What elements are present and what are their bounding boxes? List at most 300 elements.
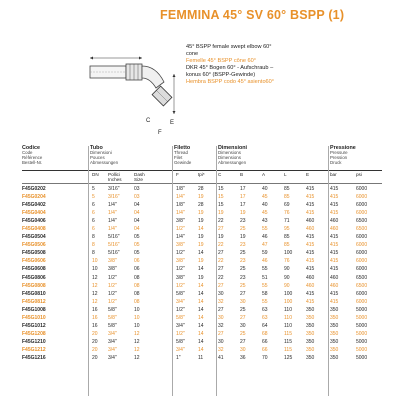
- tpi-cell: 14: [198, 338, 204, 345]
- product-description: [186, 44, 386, 86]
- psi-cell: 5000: [356, 354, 368, 361]
- bar-cell: 415: [330, 194, 339, 201]
- c-cell: 22: [218, 242, 224, 249]
- code-cell: F45G1008: [22, 306, 46, 313]
- code-cell: F45G0504: [22, 234, 46, 241]
- dash-cell: 08: [134, 274, 140, 281]
- e-cell: 415: [306, 242, 315, 249]
- table-row: [22, 274, 382, 282]
- bar-cell: 460: [330, 282, 339, 289]
- b-cell: 25: [240, 306, 246, 313]
- psi-cell: 6000: [356, 242, 368, 249]
- c-cell: 27: [218, 282, 224, 289]
- bar-cell: 460: [330, 274, 339, 281]
- inch-cell: 3/8": [108, 258, 117, 265]
- inch-cell: 5/8": [108, 322, 117, 329]
- bar-cell: 415: [330, 210, 339, 217]
- subheader-pollici: Pollici: [108, 172, 120, 177]
- tpi-cell: 19: [198, 218, 204, 225]
- code-cell: F45G0402: [22, 202, 46, 209]
- dash-cell: 12: [134, 354, 140, 361]
- c-cell: 19: [218, 210, 224, 217]
- c-cell: 27: [218, 306, 224, 313]
- dash-cell: 12: [134, 330, 140, 337]
- tpi-cell: 28: [198, 186, 204, 192]
- dn-cell: 6: [92, 226, 95, 233]
- l-cell: 110: [284, 306, 292, 313]
- psi-cell: 5000: [356, 322, 368, 329]
- b-cell: 25: [240, 330, 246, 337]
- bar-cell: 415: [330, 186, 339, 192]
- table-row: [22, 330, 382, 338]
- table-row: [22, 249, 382, 257]
- thread-cell: 3/4": [176, 298, 185, 305]
- psi-cell: 5000: [356, 346, 368, 353]
- header-filetto: Filetto Thread Filet Gewinde: [174, 145, 192, 165]
- dn-cell: 5: [92, 186, 95, 192]
- a-cell: 55: [262, 298, 268, 305]
- e-cell: 460: [306, 274, 315, 281]
- psi-cell: 6000: [356, 298, 368, 305]
- c-cell: 15: [218, 202, 224, 209]
- c-cell: 15: [218, 194, 224, 201]
- thread-cell: 1/4": [176, 194, 185, 201]
- page-title: FEMMINA 45° SV 60° BSPP (1): [160, 8, 345, 22]
- b-cell: 17: [240, 186, 246, 192]
- subheader-bar: bar: [330, 172, 337, 177]
- e-cell: 415: [306, 210, 315, 217]
- tpi-cell: 14: [198, 282, 204, 289]
- code-cell: F45G0808: [22, 282, 46, 289]
- tpi-cell: 19: [198, 258, 204, 265]
- inch-cell: 3/4": [108, 330, 117, 337]
- l-cell: 85: [284, 234, 290, 241]
- tpi-cell: 14: [198, 226, 204, 233]
- e-cell: 415: [306, 290, 315, 297]
- c-cell: 22: [218, 218, 224, 225]
- table-row: [22, 322, 382, 330]
- thread-cell: 1/2": [176, 306, 185, 313]
- bar-cell: 415: [330, 298, 339, 305]
- table-row: [22, 217, 382, 225]
- bar-cell: 415: [330, 290, 339, 297]
- b-cell: 27: [240, 290, 246, 297]
- dash-cell: 05: [134, 234, 140, 241]
- e-cell: 460: [306, 226, 315, 233]
- code-cell: F45G1216: [22, 354, 46, 361]
- bar-cell: 350: [330, 322, 339, 329]
- l-cell: 69: [284, 202, 290, 209]
- b-cell: 30: [240, 322, 246, 329]
- b-cell: 23: [240, 274, 246, 281]
- dn-cell: 6: [92, 218, 95, 225]
- table-row: [22, 282, 382, 290]
- dn-cell: 8: [92, 242, 95, 249]
- a-cell: 55: [262, 266, 268, 273]
- dash-cell: 03: [134, 186, 140, 192]
- e-cell: 460: [306, 282, 315, 289]
- b-cell: 17: [240, 194, 246, 201]
- inch-cell: 1/4": [108, 226, 117, 233]
- inch-cell: 5/8": [108, 314, 117, 321]
- b-cell: 30: [240, 346, 246, 353]
- thread-cell: 5/8": [176, 290, 185, 297]
- dn-cell: 20: [92, 346, 98, 353]
- table-row: [22, 209, 382, 217]
- header-codice: Codice Code Référence Bestell-Nr.: [22, 145, 43, 165]
- b-cell: 25: [240, 226, 246, 233]
- bar-cell: 350: [330, 354, 339, 361]
- code-cell: F45G0408: [22, 226, 46, 233]
- table-row: [22, 290, 382, 298]
- thread-cell: 5/8": [176, 314, 185, 321]
- e-cell: 415: [306, 258, 315, 265]
- b-cell: 23: [240, 218, 246, 225]
- code-cell: F45G0506: [22, 242, 46, 249]
- tpi-cell: 19: [198, 234, 204, 241]
- tpi-cell: 11: [198, 354, 204, 361]
- dash-cell: 12: [134, 346, 140, 353]
- b-cell: 30: [240, 298, 246, 305]
- e-cell: 415: [306, 194, 315, 201]
- e-cell: 460: [306, 218, 315, 225]
- dn-cell: 12: [92, 290, 98, 297]
- thread-cell: 1/4": [176, 210, 185, 217]
- thread-cell: 5/8": [176, 338, 185, 345]
- dn-cell: 6: [92, 202, 95, 209]
- tpi-cell: 19: [198, 242, 204, 249]
- code-cell: F45G0812: [22, 298, 46, 305]
- subheader-dash: Dash: [134, 172, 145, 177]
- code-cell: F45G1208: [22, 330, 46, 337]
- dash-cell: 08: [134, 290, 140, 297]
- code-cell: F45G0810: [22, 290, 46, 297]
- inch-cell: 1/2": [108, 274, 117, 281]
- dn-cell: 8: [92, 250, 95, 257]
- c-cell: 27: [218, 330, 224, 337]
- code-cell: F45G0406: [22, 218, 46, 225]
- l-cell: 95: [284, 226, 290, 233]
- l-cell: 90: [284, 274, 290, 281]
- c-cell: 15: [218, 186, 224, 192]
- table-row: [22, 265, 382, 273]
- c-cell: 30: [218, 314, 224, 321]
- l-cell: 90: [284, 282, 290, 289]
- a-cell: 55: [262, 226, 268, 233]
- c-cell: 41: [218, 354, 224, 361]
- a-cell: 68: [262, 330, 268, 337]
- dn-cell: 16: [92, 306, 98, 313]
- c-cell: 19: [218, 234, 224, 241]
- bar-cell: 415: [330, 242, 339, 249]
- dash-cell: 10: [134, 306, 140, 313]
- bar-cell: 415: [330, 234, 339, 241]
- drawing-label-f: F: [158, 130, 162, 136]
- dash-cell: 06: [134, 266, 140, 273]
- e-cell: 415: [306, 234, 315, 241]
- psi-cell: 5000: [356, 338, 368, 345]
- psi-cell: 6000: [356, 250, 368, 257]
- tpi-cell: 14: [198, 250, 204, 257]
- tpi-cell: 14: [198, 290, 204, 297]
- table-row: [22, 298, 382, 306]
- subheader-f: F: [176, 172, 179, 177]
- table-row: [22, 233, 382, 241]
- code-cell: F45G0202: [22, 186, 46, 192]
- bar-cell: 415: [330, 202, 339, 209]
- thread-cell: 3/8": [176, 218, 185, 225]
- code-cell: F45G0508: [22, 250, 46, 257]
- psi-cell: 6000: [356, 210, 368, 217]
- code-cell: F45G0606: [22, 258, 46, 265]
- subheader-b: B: [240, 172, 244, 177]
- e-cell: 415: [306, 266, 315, 273]
- header-pressione: Pressione Pressure Pression Druck: [330, 145, 356, 165]
- bar-cell: 415: [330, 266, 339, 273]
- bar-cell: 350: [330, 346, 339, 353]
- subheader-tpi: tpi*: [198, 172, 205, 177]
- inch-cell: 5/16": [108, 242, 120, 249]
- e-cell: 350: [306, 346, 315, 353]
- b-cell: 19: [240, 234, 246, 241]
- l-cell: 115: [284, 346, 292, 353]
- a-cell: 63: [262, 306, 268, 313]
- dash-cell: 04: [134, 218, 140, 225]
- a-cell: 66: [262, 346, 268, 353]
- table-row: [22, 346, 382, 354]
- dash-cell: 05: [134, 250, 140, 257]
- c-cell: 32: [218, 298, 224, 305]
- bar-cell: 350: [330, 338, 339, 345]
- bar-cell: 350: [330, 314, 339, 321]
- c-cell: 32: [218, 346, 224, 353]
- bar-cell: 350: [330, 306, 339, 313]
- b-cell: 25: [240, 282, 246, 289]
- e-cell: 350: [306, 330, 315, 337]
- c-cell: 27: [218, 266, 224, 273]
- l-cell: 90: [284, 266, 290, 273]
- b-cell: 23: [240, 242, 246, 249]
- thread-cell: 1/8": [176, 202, 185, 209]
- e-cell: 350: [306, 306, 315, 313]
- dn-cell: 12: [92, 282, 98, 289]
- l-cell: 85: [284, 194, 290, 201]
- b-cell: 19: [240, 210, 246, 217]
- thread-cell: 3/8": [176, 258, 185, 265]
- drawing-label-c: C: [146, 118, 151, 124]
- desc-german-2: konus 60° (BSPP-Gewinde): [186, 72, 256, 78]
- a-cell: 58: [262, 290, 268, 297]
- psi-cell: 6000: [356, 290, 368, 297]
- inch-cell: 1/4": [108, 202, 117, 209]
- tpi-cell: 14: [198, 346, 204, 353]
- thread-cell: 1/2": [176, 226, 185, 233]
- a-cell: 45: [262, 194, 268, 201]
- dash-cell: 08: [134, 298, 140, 305]
- subheader-dn: DN: [92, 172, 99, 177]
- psi-cell: 6000: [356, 194, 368, 201]
- desc-french: Femelle 45° BSPP cône 60°: [186, 58, 256, 64]
- table-row: [22, 257, 382, 265]
- table-row: [22, 314, 382, 322]
- dn-cell: 12: [92, 274, 98, 281]
- dash-cell: 10: [134, 314, 140, 321]
- a-cell: 66: [262, 338, 268, 345]
- e-cell: 415: [306, 250, 315, 257]
- code-cell: F45G1210: [22, 338, 46, 345]
- inch-cell: 3/16": [108, 186, 120, 192]
- b-cell: 36: [240, 354, 246, 361]
- dash-cell: 08: [134, 282, 140, 289]
- c-cell: 27: [218, 250, 224, 257]
- inch-cell: 1/4": [108, 210, 117, 217]
- c-cell: 27: [218, 226, 224, 233]
- dn-cell: 16: [92, 314, 98, 321]
- tpi-cell: 19: [198, 210, 204, 217]
- dn-cell: 10: [92, 266, 98, 273]
- psi-cell: 6500: [356, 226, 368, 233]
- subheader-size: Size: [134, 177, 143, 182]
- inch-cell: 1/2": [108, 290, 117, 297]
- tpi-cell: 28: [198, 202, 204, 209]
- dash-cell: 04: [134, 202, 140, 209]
- bar-cell: 460: [330, 218, 339, 225]
- code-cell: F45G0204: [22, 194, 46, 201]
- inch-cell: 5/16": [108, 234, 120, 241]
- psi-cell: 6500: [356, 282, 368, 289]
- psi-cell: 5000: [356, 314, 368, 321]
- thread-cell: 1": [176, 354, 181, 361]
- bar-cell: 350: [330, 330, 339, 337]
- c-cell: 30: [218, 338, 224, 345]
- psi-cell: 6000: [356, 202, 368, 209]
- inch-cell: 3/16": [108, 194, 120, 201]
- inch-cell: 5/16": [108, 250, 120, 257]
- e-cell: 350: [306, 314, 315, 321]
- inch-cell: 3/8": [108, 266, 117, 273]
- c-cell: 22: [218, 274, 224, 281]
- c-cell: 32: [218, 322, 224, 329]
- dn-cell: 16: [92, 322, 98, 329]
- inch-cell: 5/8": [108, 306, 117, 313]
- thread-cell: 3/8": [176, 242, 185, 249]
- code-cell: F45G0806: [22, 274, 46, 281]
- subheader-psi: psi: [356, 172, 362, 177]
- e-cell: 415: [306, 202, 315, 209]
- table-row: [22, 225, 382, 233]
- subheader-c: C: [218, 172, 222, 177]
- a-cell: 43: [262, 218, 268, 225]
- b-cell: 27: [240, 338, 246, 345]
- dash-cell: 05: [134, 242, 140, 249]
- b-cell: 17: [240, 202, 246, 209]
- b-cell: 25: [240, 250, 246, 257]
- inch-cell: 3/4": [108, 338, 117, 345]
- table-row: [22, 201, 382, 209]
- a-cell: 59: [262, 250, 268, 257]
- l-cell: 85: [284, 186, 290, 192]
- a-cell: 46: [262, 258, 268, 265]
- dash-cell: 10: [134, 322, 140, 329]
- subheader-e: E: [306, 172, 310, 177]
- a-cell: 46: [262, 234, 268, 241]
- psi-cell: 6500: [356, 274, 368, 281]
- table-row: [22, 338, 382, 346]
- table-body: [22, 185, 382, 362]
- tpi-cell: 14: [198, 266, 204, 273]
- tpi-cell: 14: [198, 322, 204, 329]
- e-cell: 350: [306, 338, 315, 345]
- c-cell: 30: [218, 290, 224, 297]
- l-cell: 125: [284, 354, 293, 361]
- desc-english-1: 45° BSPP female swept elbow 60°: [186, 44, 272, 50]
- drawing-label-e: E: [170, 120, 175, 126]
- thread-cell: 3/4": [176, 322, 185, 329]
- a-cell: 40: [262, 202, 268, 209]
- l-cell: 110: [284, 322, 292, 329]
- l-cell: 76: [284, 210, 290, 217]
- b-cell: 27: [240, 314, 246, 321]
- table-row: [22, 306, 382, 314]
- b-cell: 23: [240, 258, 246, 265]
- l-cell: 100: [284, 298, 293, 305]
- dash-cell: 12: [134, 338, 140, 345]
- psi-cell: 6000: [356, 266, 368, 273]
- tpi-cell: 14: [198, 298, 204, 305]
- desc-spanish: Hembra BSPP codo 45° asiento60°: [186, 79, 275, 85]
- tpi-cell: 19: [198, 274, 204, 281]
- l-cell: 85: [284, 242, 290, 249]
- inch-cell: 1/4": [108, 218, 117, 225]
- a-cell: 55: [262, 282, 268, 289]
- l-cell: 71: [284, 218, 290, 225]
- a-cell: 70: [262, 354, 268, 361]
- a-cell: 51: [262, 274, 268, 281]
- c-cell: 22: [218, 258, 224, 265]
- thread-cell: 1/4": [176, 234, 185, 241]
- e-cell: 350: [306, 354, 315, 361]
- inch-cell: 1/2": [108, 298, 117, 305]
- bar-cell: 415: [330, 258, 339, 265]
- tpi-cell: 14: [198, 330, 204, 337]
- thread-cell: 1/2": [176, 330, 185, 337]
- code-cell: F45G1010: [22, 314, 46, 321]
- thread-cell: 3/4": [176, 346, 185, 353]
- psi-cell: 6500: [356, 218, 368, 225]
- dn-cell: 20: [92, 338, 98, 345]
- l-cell: 115: [284, 330, 292, 337]
- l-cell: 76: [284, 258, 290, 265]
- dn-cell: 6: [92, 210, 95, 217]
- fitting-drawing: [86, 44, 182, 140]
- a-cell: 45: [262, 210, 268, 217]
- l-cell: 110: [284, 314, 292, 321]
- code-cell: F45G0404: [22, 210, 46, 217]
- thread-cell: 1/8": [176, 186, 185, 192]
- psi-cell: 6000: [356, 186, 368, 192]
- tpi-cell: 14: [198, 306, 204, 313]
- inch-cell: 3/4": [108, 354, 117, 361]
- thread-cell: 3/8": [176, 274, 185, 281]
- psi-cell: 5000: [356, 306, 368, 313]
- l-cell: 115: [284, 338, 292, 345]
- subheader-a: A: [262, 172, 266, 177]
- subheader-inches: Inches: [108, 177, 122, 182]
- l-cell: 100: [284, 250, 293, 257]
- table-row: [22, 354, 382, 362]
- dash-cell: 04: [134, 226, 140, 233]
- tpi-cell: 19: [198, 194, 204, 201]
